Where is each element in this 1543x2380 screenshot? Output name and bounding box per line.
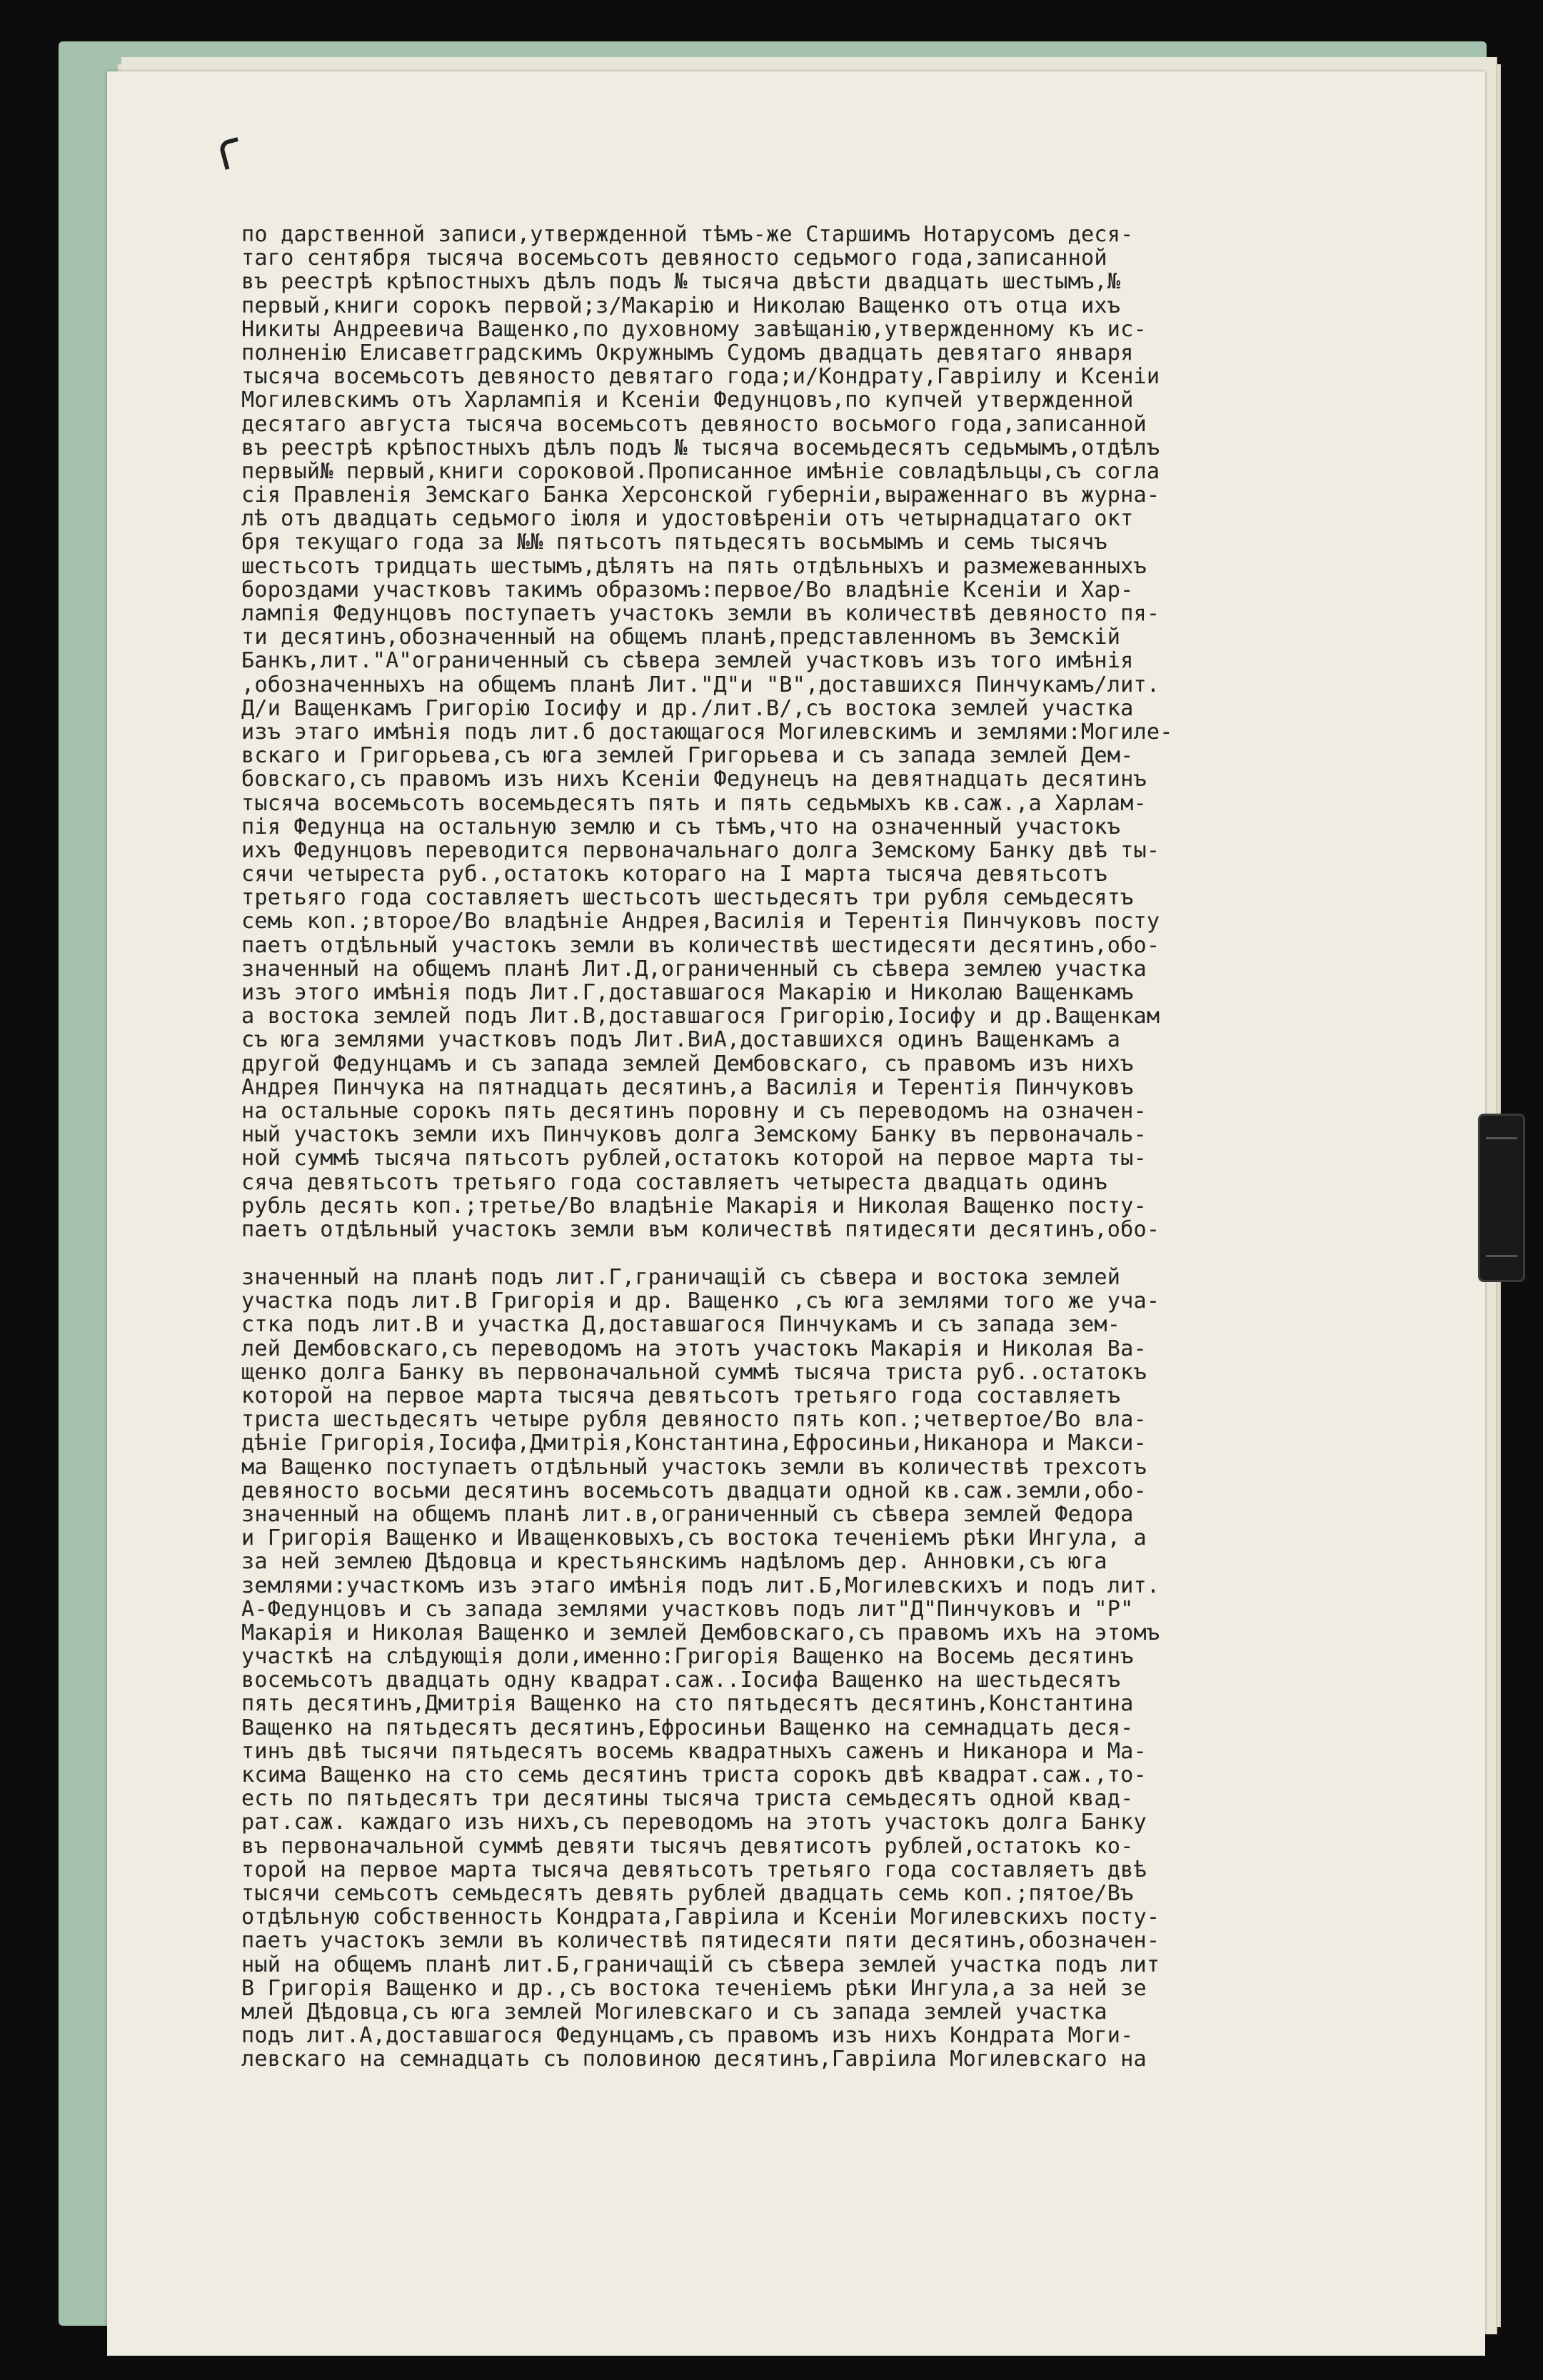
text-line: участкѣ на слѣдующія доли,именно:Григорія Ващенко на Восемь десятинъ [241, 1644, 1134, 1670]
text-line: триста шестьдесятъ четыре рубля девяносто пять коп.;четвертое/Во вла- [241, 1407, 1147, 1433]
text-line: ,обозначенныхъ на общемъ планѣ Лит."Д"и "В",доставшихся Пинчукамъ/лит. [241, 672, 1160, 697]
text-line: отдѣльную собственность Кондрата,Гавріила и Ксеніи Могилевскихъ посту- [241, 1905, 1160, 1930]
text-line: паетъ участокъ земли въ количествѣ пятидесяти пяти десятинъ,обозначен- [241, 1928, 1160, 1954]
text-line: ный на общемъ планѣ лит.Б,граничащій съ сѣвера землей участка подъ лит [241, 1952, 1160, 1977]
text-line: стка подъ лит.В и участка Д,доставшагося Пинчукамъ и съ запада зем- [241, 1312, 1121, 1338]
text-line: и Григорія Ващенко и Иващенковыхъ,съ востока теченіемъ рѣки Ингула, а [241, 1526, 1147, 1551]
text-line: а востока землей подъ Лит.В,доставшагося Григорію,Іосифу и др.Ващенкам [241, 1004, 1160, 1029]
text-line: подъ лит.А,доставшагося Федунцамъ,съ правомъ изъ нихъ Кондрата Моги- [241, 2023, 1134, 2049]
text-line: восемьсотъ двадцать одну квадрат.саж..Іосифа Ващенко на шестьдесятъ [241, 1668, 1121, 1693]
text-line: значенный на общемъ планѣ лит.в,ограниченный съ сѣвера землей Федора [241, 1501, 1134, 1527]
text-line: есть по пятьдесятъ три десятины тысяча триста семьдесятъ одной квад- [241, 1786, 1134, 1812]
text-line: ти десятинъ,обозначенный на общемъ планѣ,представленномъ въ Земскій [241, 625, 1121, 650]
text-line: землями:участкомъ изъ этаго имѣнія подъ лит.Б,Могилевскихъ и подъ лит. [241, 1573, 1160, 1598]
text-line: ма Ващенко поступаетъ отдѣльный участокъ земли въ количествѣ трехсотъ [241, 1454, 1147, 1480]
text-line: тинъ двѣ тысячи пятьдесятъ восемь квадратныхъ саженъ и Никанора и Ма- [241, 1738, 1147, 1764]
text-line [241, 2095, 1455, 2119]
text-line: изъ этого имѣнія подъ Лит.Г,доставшагося Макарію и Николаю Ващенкамъ [241, 980, 1134, 1005]
text-line: десятаго августа тысяча восемьсотъ девяносто восьмого года,записанной [241, 411, 1147, 437]
text-line: которой на первое марта тысяча девятьсотъ третьяго года составляетъ [241, 1383, 1121, 1408]
text-line: полненію Елисаветградскимъ Окружнымъ Судомъ двадцать девятаго января [241, 340, 1134, 365]
text-line: бовскаго,съ правомъ изъ нихъ Ксеніи Федунецъ на девятнадцать десятинъ [241, 767, 1147, 792]
text-line: лѣ отъ двадцать седьмого іюля и удостовѣреніи отъ четырнадцатаго окт [241, 506, 1134, 532]
text-line: рат.саж. каждаго изъ нихъ,съ переводомъ на этотъ участокъ долга Банку [241, 1810, 1147, 1835]
text-line: значенный на общемъ планѣ Лит.Д,ограниченный съ сѣвера землею участка [241, 956, 1147, 982]
text-line: ихъ Федунцовъ переводится первоначальнаго долга Земскому Банку двѣ ты- [241, 837, 1160, 863]
text-line: съ юга землями участковъ подъ Лит.ВиА,доставшихся одинъ Ващенкамъ а [241, 1027, 1121, 1053]
text-line: рубль десять коп.;третье/Во владѣніе Макарія и Николая Ващенко посту- [241, 1193, 1147, 1219]
text-line: на остальные сорокъ пять десятинъ поровну и съ переводомъ на означен- [241, 1098, 1147, 1124]
text-line: Ващенко на пятьдесятъ десятинъ,Ефросиньи Ващенко на семнадцать деся- [241, 1715, 1134, 1740]
text-line: таго сентября тысяча восемьсотъ девяносто седьмого года,записанной [241, 246, 1107, 271]
text-line: Д/и Ващенкамъ Григорію Іосифу и др./лит.В/,съ востока землей участка [241, 695, 1134, 721]
text-line: А-Федунцовъ и съ запада землями участковъ подъ лит"Д"Пинчуковъ и "Р" [241, 1596, 1134, 1622]
text-line: Макарія и Николая Ващенко и землей Дембовскаго,съ правомъ ихъ на этомъ [241, 1620, 1160, 1645]
clip-edge [1486, 1255, 1517, 1257]
text-line: ксима Ващенко на сто семь десятинъ триста сорокъ двѣ квадрат.саж.,то- [241, 1763, 1147, 1787]
text-line: пять десятинъ,Дмитрія Ващенко на сто пятьдесятъ десятинъ,Константина [241, 1691, 1134, 1717]
text-line: пія Федунца на остальную землю и съ тѣмъ,что на означенный участокъ [241, 814, 1121, 839]
text-line: изъ этаго имѣнія подъ лит.б достающагося Могилевскимъ и землями:Могиле- [241, 719, 1173, 745]
text-line: девяносто восьми десятинъ восемьсотъ двадцати одной кв.саж.земли,обо- [241, 1478, 1147, 1503]
text-line: по дарственной записи,утвержденной тѣмъ-же Старшимъ Нотарусомъ деся- [241, 222, 1134, 247]
text-line: торой на первое марта тысяча девятьсотъ третьяго года составляетъ двѣ [241, 1857, 1147, 1882]
text-line: тысячи семьсотъ семьдесятъ девять рублей двадцать семь коп.;пятое/Въ [241, 1880, 1134, 1906]
text-line: Банкъ,лит."А"ограниченный съ сѣвера землей участковъ изъ того имѣнія [241, 648, 1134, 674]
text-line: тысяча восемьсотъ девяносто девятаго года;и/Кондрату,Гавріилу и Ксеніи [241, 364, 1160, 390]
text-line: паетъ отдѣльный участокъ земли въ количествѣ шестидесяти десятинъ,обо- [241, 932, 1160, 958]
text-line: сія Правленія Земскаго Банка Херсонской губерніи,выраженнаго въ журна- [241, 483, 1160, 508]
text-line: въ первоначальной суммѣ девяти тысячъ девятисотъ рублей,остатокъ ко- [241, 1833, 1134, 1859]
text-line: паетъ отдѣльный участокъ земли въм количествѣ пятидесяти десятинъ,обо- [241, 1216, 1160, 1242]
text-line: ной суммѣ тысяча пятьсотъ рублей,остатокъ которой на первое марта ты- [241, 1146, 1147, 1171]
text-line: бря текущаго года за №№ пятьсотъ пятьдесятъ восьмымъ и семь тысячъ [241, 530, 1107, 555]
text-line: дѣніе Григорія,Іосифа,Дмитрія,Константина,Ефросиньи,Никанора и Макси- [241, 1431, 1147, 1456]
text-line: левскаго на семнадцать съ половиною десятинъ,Гавріила Могилевскаго на [241, 2047, 1147, 2072]
text-line: сячи четыреста руб.,остатокъ котораго на I марта тысяча девятьсотъ [241, 862, 1107, 887]
text-line: бороздами участковъ такимъ образомъ:первое/Во владѣніе Ксеніи и Хар- [241, 577, 1134, 602]
text-line: третьяго года составляетъ шестьсотъ шестьдесятъ три рубля семьдесятъ [241, 885, 1134, 911]
text-line: лей Дембовскаго,съ переводомъ на этотъ участокъ Макарія и Николая Ва- [241, 1336, 1147, 1361]
text-line: тысяча восемьсотъ восемьдесятъ пять и пять седьмыхъ кв.саж.,а Харлам- [241, 790, 1147, 816]
clip-edge [1486, 1137, 1517, 1139]
text-line: въ реестрѣ крѣпостныхъ дѣлъ подъ № тысяча восемьдесятъ седьмымъ,отдѣлъ [241, 435, 1160, 460]
text-line: вскаго и Григорьева,съ юга землей Григорьева и съ запада землей Дем- [241, 743, 1134, 769]
text-line: ный участокъ земли ихъ Пинчуковъ долга Земскому Банку въ первоначаль- [241, 1122, 1147, 1148]
text-line: щенко долга Банку въ первоначальной суммѣ тысяча триста руб..остатокъ [241, 1359, 1147, 1385]
text-line: млей Дѣдовца,съ юга землей Могилевскаго и съ запада землей участка [241, 1999, 1107, 2024]
text-line: В Григорія Ващенко и др.,съ востока теченіемъ рѣки Ингула,а за ней зе [241, 1975, 1147, 2001]
text-line: за ней землею Дѣдовца и крестьянскимъ надѣломъ дер. Анновки,съ юга [241, 1549, 1107, 1575]
text-line: лампія Федунцовъ поступаетъ участокъ земли въ количествѣ девяносто пя- [241, 601, 1160, 626]
text-line: семь коп.;второе/Во владѣніе Андрея,Василія и Терентія Пинчуковъ посту [241, 909, 1160, 934]
text-line: другой Федунцамъ и съ запада землей Дембовскаго, съ правомъ изъ нихъ [241, 1051, 1134, 1076]
text-line: первый№ первый,книги сороковой.Прописанное имѣніе совладѣльцы,съ согла [241, 458, 1160, 484]
typed-text-body [241, 223, 1455, 2119]
text-line: сяча девятьсотъ третьяго года составляетъ четыреста двадцать одинъ [241, 1169, 1107, 1195]
text-line: въ реестрѣ крѣпостныхъ дѣлъ подъ № тысяча двѣсти двадцать шестымъ,№ [241, 269, 1121, 295]
text-line [241, 2071, 1455, 2094]
text-line: Могилевскимъ отъ Харлампія и Ксеніи Федунцовъ,по купчей утвержденной [241, 388, 1134, 413]
binder-clip [1478, 1114, 1525, 1282]
text-line: Андрея Пинчука на пятнадцать десятинъ,а Василія и Терентія Пинчуковъ [241, 1074, 1134, 1100]
text-line: шестьсотъ тридцать шестымъ,дѣлятъ на пять отдѣльныхъ и размежеванныхъ [241, 553, 1147, 579]
text-line: участка подъ лит.В Григорія и др. Ващенко ,съ юга землями того же уча- [241, 1289, 1160, 1314]
text-line: первый,книги сорокъ первой;з/Макарію и Николаю Ващенко отъ отца ихъ [241, 293, 1121, 318]
text-line: Никиты Андреевича Ващенко,по духовному завѣщанію,утвержденному къ ис- [241, 316, 1147, 342]
text-line: значенный на планѣ подъ лит.Г,граничащій съ сѣвера и востока землей [241, 1265, 1121, 1291]
